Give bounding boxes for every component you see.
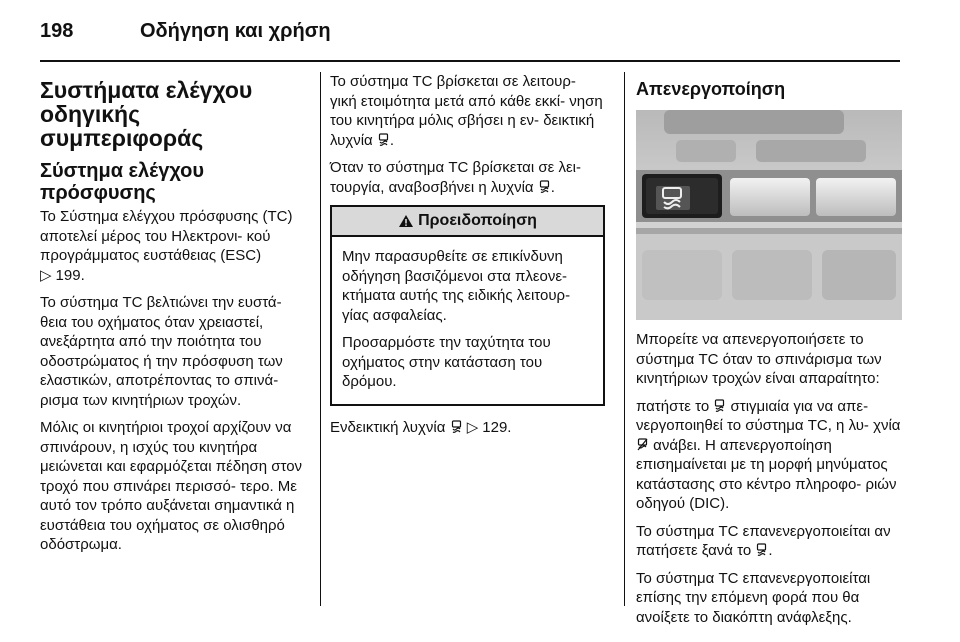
warning-box [330, 205, 605, 406]
paragraph: Το σύστημα TC βελτιώνει την ευστά- θεια του οχήματος όταν χρειαστεί, ανεξάρτητα από την ποιότητα του οδοστρώματος ή την πρόσφυση των ελαστικών, αποτρέποντας το σπινά- ρισμα των κινητήριων τροχών. [40, 294, 283, 409]
subsection-title: Σύστημα ελέγχου πρόσφυσης [40, 160, 204, 204]
column-middle [330, 72, 605, 445]
paragraph: πατήστε το στιγμιαία για να απε- νεργοποιηθεί το σύστημα TC, η λυ- χνία ανάβει. Η απενεργοποίηση επισημαίνεται με τη μορφή μηνύματος κατάστασης στο κέντρο πληροφο- ριών οδηγού (DIC). [636, 397, 901, 512]
section-title: Συστήματα ελέγχου οδηγικής συμπεριφοράς [40, 77, 253, 151]
column-left [40, 72, 305, 563]
paragraph: Ενδεικτική λυχνία ▷ 129. [330, 418, 512, 436]
warning-triangle-icon [398, 214, 414, 228]
column-right [636, 72, 908, 635]
traction-control-off-icon [637, 438, 648, 451]
page-reference-arrow-icon: ▷ [466, 418, 479, 436]
warning-title: Προειδοποίηση [418, 212, 537, 230]
warning-body [332, 237, 603, 404]
traction-control-icon [451, 420, 462, 433]
page-reference-arrow-icon: ▷ [40, 266, 52, 284]
traction-control-icon [539, 180, 550, 193]
running-title: Οδήγηση και χρήση [140, 20, 331, 42]
paragraph: Μόλις οι κινητήριοι τροχοί αρχίζουν να σπινάρουν, η ισχύς του κινητήρα μειώνεται και εφαρμόζεται πέδηση στον τροχό που σπινάρει περισσό- τερο. Με αυτό τον τρόπο αυξάνεται σημαντικά η ευστάθεια του οχήματος σε ολισθηρό οδόστρωμα. [40, 419, 303, 553]
warning-paragraph: Προσαρμόστε την ταχύτητα του οχήματος στην κατάσταση του δρόμου. [342, 334, 551, 390]
paragraph: Το σύστημα TC βρίσκεται σε λειτουρ- γική ετοιμότητα μετά από κάθε εκκί- νηση του κινητήρα μόλις σβήσει η εν- δεικτική λυχνία . [330, 73, 603, 149]
paragraph: Το σύστημα TC επανενεργοποιείται αν πατήσετε ξανά το . [636, 522, 891, 559]
column-divider [320, 72, 321, 606]
subsection-title: Απενεργοποίηση [636, 79, 786, 99]
traction-control-icon [378, 133, 389, 146]
header-rule [40, 60, 900, 62]
warning-header [332, 207, 603, 237]
paragraph: Το σύστημα TC επανενεργοποιείται επίσης την επόμενη φορά που θα ανοίξετε το διακόπτη ανάφλεξης. [636, 569, 871, 626]
column-divider [624, 72, 625, 606]
warning-paragraph: Μην παρασυρθείτε σε επικίνδυνη οδήγηση βασιζόμενοι στα πλεονε- κτήματα αυτής της ειδικής λειτουρ- γίας ασφαλείας. [342, 248, 571, 324]
paragraph: Το Σύστημα ελέγχου πρόσφυσης (TC) αποτελεί μέρος του Ηλεκτρονι- κού προγράμματος ευστάθειας (ESC) ▷ 199. [40, 208, 293, 284]
traction-control-icon [714, 399, 725, 412]
page-reference[interactable]: 129. [482, 418, 512, 436]
traction-control-icon [756, 543, 767, 556]
dashboard-button-photo [636, 110, 902, 320]
page-header [40, 10, 920, 50]
paragraph: Όταν το σύστημα TC βρίσκεται σε λει- τουργία, αναβοσβήνει η λυχνία . [330, 159, 581, 196]
page-number: 198 [40, 20, 74, 42]
paragraph: Μπορείτε να απενεργοποιήσετε το σύστημα TC όταν το σπινάρισμα των κινητήριων τροχών είναι απαραίτητο: [636, 331, 882, 387]
page-reference[interactable]: 199. [55, 266, 85, 284]
